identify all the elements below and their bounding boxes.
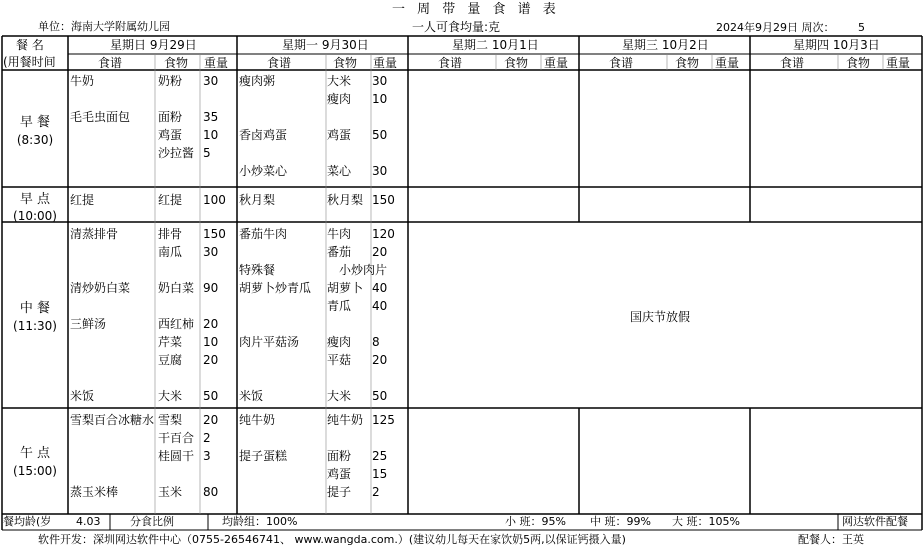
recipe-cell: 纯牛奶 <box>239 413 276 427</box>
developer-note: 软件开发：深圳网达软件中心（0755-26546741、 www.wangda.com.）(建议幼儿每天在家饮奶5两,以保证钙摄入量) <box>38 533 626 546</box>
recipe-cell: 瘦肉粥 <box>239 74 276 88</box>
weight-cell: 20 <box>203 317 219 331</box>
day-header: 星期四 10月3日 <box>793 38 880 52</box>
weight-cell: 150 <box>203 227 226 241</box>
food-cell: 大米 <box>327 74 352 88</box>
weight-cell: 50 <box>203 389 219 403</box>
column-header: 食物 <box>164 56 189 70</box>
food-cell: 西红柿 <box>158 317 195 331</box>
food-cell: 瘦肉 <box>327 335 352 349</box>
recipe-cell: 米饭 <box>239 389 264 403</box>
weight-cell: 50 <box>372 389 388 403</box>
page-title: 一 周 带 量 食 谱 表 <box>392 2 560 17</box>
recipe-cell: 清炒奶白菜 <box>70 281 131 295</box>
weight-cell: 20 <box>372 245 388 259</box>
food-cell: 芹菜 <box>158 335 183 349</box>
recipe-cell: 毛毛虫面包 <box>70 110 131 124</box>
food-cell: 小炒肉片 <box>339 263 388 277</box>
holiday-note: 国庆节放假 <box>630 310 691 324</box>
weight-cell: 125 <box>372 413 395 427</box>
weight-cell: 10 <box>203 335 219 349</box>
recipe-cell: 米饭 <box>70 389 95 403</box>
weight-cell: 2 <box>203 431 211 445</box>
weight-cell: 80 <box>203 485 219 499</box>
big-class: 大 班：105% <box>672 515 740 528</box>
food-cell: 玉米 <box>158 485 183 499</box>
column-header: 食谱 <box>267 56 292 70</box>
meal-label: 午 点 <box>19 446 51 461</box>
week-number: 5 <box>858 21 865 34</box>
food-cell: 红提 <box>158 193 183 207</box>
recipe-cell: 雪梨百合冰糖水 <box>70 413 155 427</box>
unit-label: 单位：海南大学附属幼儿园 <box>38 20 170 33</box>
small-class: 小 班：95% <box>505 515 566 528</box>
food-cell: 鸡蛋 <box>327 467 352 481</box>
recipe-cell: 肉片平菇汤 <box>239 335 300 349</box>
weight-cell: 8 <box>372 335 380 349</box>
column-header: 重量 <box>544 56 569 70</box>
food-cell: 提子 <box>327 485 352 499</box>
weight-cell: 10 <box>372 92 388 106</box>
food-cell: 大米 <box>158 389 183 403</box>
weight-cell: 20 <box>203 353 219 367</box>
date-label: 2024年9月29日 周次： <box>716 21 835 34</box>
column-header: 食物 <box>333 56 358 70</box>
food-cell: 青瓜 <box>327 299 352 313</box>
food-cell: 秋月梨 <box>327 193 364 207</box>
author-label: 配餐人：王英 <box>798 533 864 546</box>
weight-cell: 25 <box>372 449 388 463</box>
food-cell: 鸡蛋 <box>158 128 183 142</box>
food-cell: 面粉 <box>158 110 183 124</box>
meal-label: 中 餐 <box>19 301 51 316</box>
food-cell: 瘦肉 <box>327 92 352 106</box>
food-cell: 胡萝卜 <box>327 281 364 295</box>
weight-cell: 30 <box>372 164 388 178</box>
weight-cell: 50 <box>372 128 388 142</box>
recipe-cell: 红提 <box>70 193 95 207</box>
weight-cell: 150 <box>372 193 395 207</box>
column-header: 食谱 <box>98 56 123 70</box>
food-cell: 番茄 <box>327 245 352 259</box>
recipe-cell: 清蒸排骨 <box>70 227 119 241</box>
day-header: 星期三 10月2日 <box>622 38 709 52</box>
weight-cell: 30 <box>203 245 219 259</box>
recipe-cell: 秋月梨 <box>239 193 276 207</box>
food-cell: 干百合 <box>158 431 195 445</box>
recipe-cell: 香卤鸡蛋 <box>239 128 288 142</box>
column-header: 重量 <box>886 56 911 70</box>
food-cell: 豆腐 <box>158 353 183 367</box>
food-cell: 桂圆干 <box>158 449 195 463</box>
column-header: 食谱 <box>438 56 463 70</box>
weight-cell: 20 <box>203 413 219 427</box>
meal-label: 早 点 <box>19 192 51 207</box>
column-header: 食物 <box>504 56 529 70</box>
recipe-cell: 小炒菜心 <box>239 164 288 178</box>
weight-cell: 35 <box>203 110 219 124</box>
food-cell: 菜心 <box>327 164 352 178</box>
column-header: 食物 <box>675 56 700 70</box>
food-cell: 纯牛奶 <box>327 413 364 427</box>
recipe-cell: 特殊餐 <box>239 263 276 277</box>
food-cell: 鸡蛋 <box>327 128 352 142</box>
weight-cell: 2 <box>372 485 380 499</box>
weight-cell: 30 <box>203 74 219 88</box>
meal-time: (8:30) <box>16 133 54 147</box>
column-header: 食物 <box>846 56 871 70</box>
weight-cell: 5 <box>203 146 211 160</box>
column-header: 食谱 <box>609 56 634 70</box>
food-cell: 雪梨 <box>158 413 183 427</box>
recipe-cell: 三鲜汤 <box>70 317 107 331</box>
day-header: 星期二 10月1日 <box>452 38 539 52</box>
weight-cell: 40 <box>372 281 388 295</box>
meal-label: 早 餐 <box>19 115 51 130</box>
weight-cell: 100 <box>203 193 226 207</box>
food-cell: 牛肉 <box>327 227 352 241</box>
avg-group: 均龄组：100% <box>222 515 298 528</box>
column-header: 重量 <box>373 56 398 70</box>
avg-age-label: 餐均龄(岁 <box>3 515 52 528</box>
food-cell: 南瓜 <box>158 245 183 259</box>
meal-time: (11:30) <box>13 319 57 333</box>
recipe-cell: 番茄牛肉 <box>239 227 288 241</box>
food-cell: 沙拉酱 <box>158 146 195 160</box>
recipe-cell: 胡萝卜炒青瓜 <box>239 281 312 295</box>
brand-label: 网达软件配餐 <box>842 515 908 528</box>
food-cell: 大米 <box>327 389 352 403</box>
meal-time: (15:00) <box>13 464 57 478</box>
food-cell: 奶粉 <box>158 74 183 88</box>
recipe-cell: 提子蛋糕 <box>239 449 288 463</box>
food-cell: 面粉 <box>327 449 352 463</box>
mid-class: 中 班：99% <box>590 515 651 528</box>
day-header: 星期一 9月30日 <box>282 38 369 52</box>
weight-cell: 20 <box>372 353 388 367</box>
person-label: 一人可食均量:克 <box>412 20 501 34</box>
column-header: 食谱 <box>780 56 805 70</box>
meal-time-header: (用餐时间 <box>3 55 56 69</box>
food-cell: 排骨 <box>158 227 183 241</box>
weight-cell: 40 <box>372 299 388 313</box>
food-cell: 平菇 <box>327 353 352 367</box>
recipe-cell: 牛奶 <box>70 74 95 88</box>
recipe-cell: 蒸玉米棒 <box>70 485 119 499</box>
column-header: 重量 <box>204 56 229 70</box>
meal-time: (10:00) <box>13 209 57 223</box>
weight-cell: 15 <box>372 467 388 481</box>
weight-cell: 120 <box>372 227 395 241</box>
ratio-label: 分食比例 <box>130 515 174 528</box>
avg-age-value: 4.03 <box>76 515 101 528</box>
meal-name-header: 餐 名 <box>16 38 44 52</box>
day-header: 星期日 9月29日 <box>110 38 197 52</box>
weight-cell: 3 <box>203 449 211 463</box>
weight-cell: 90 <box>203 281 219 295</box>
weight-cell: 10 <box>203 128 219 142</box>
food-cell: 奶白菜 <box>158 281 195 295</box>
column-header: 重量 <box>715 56 740 70</box>
weight-cell: 30 <box>372 74 388 88</box>
